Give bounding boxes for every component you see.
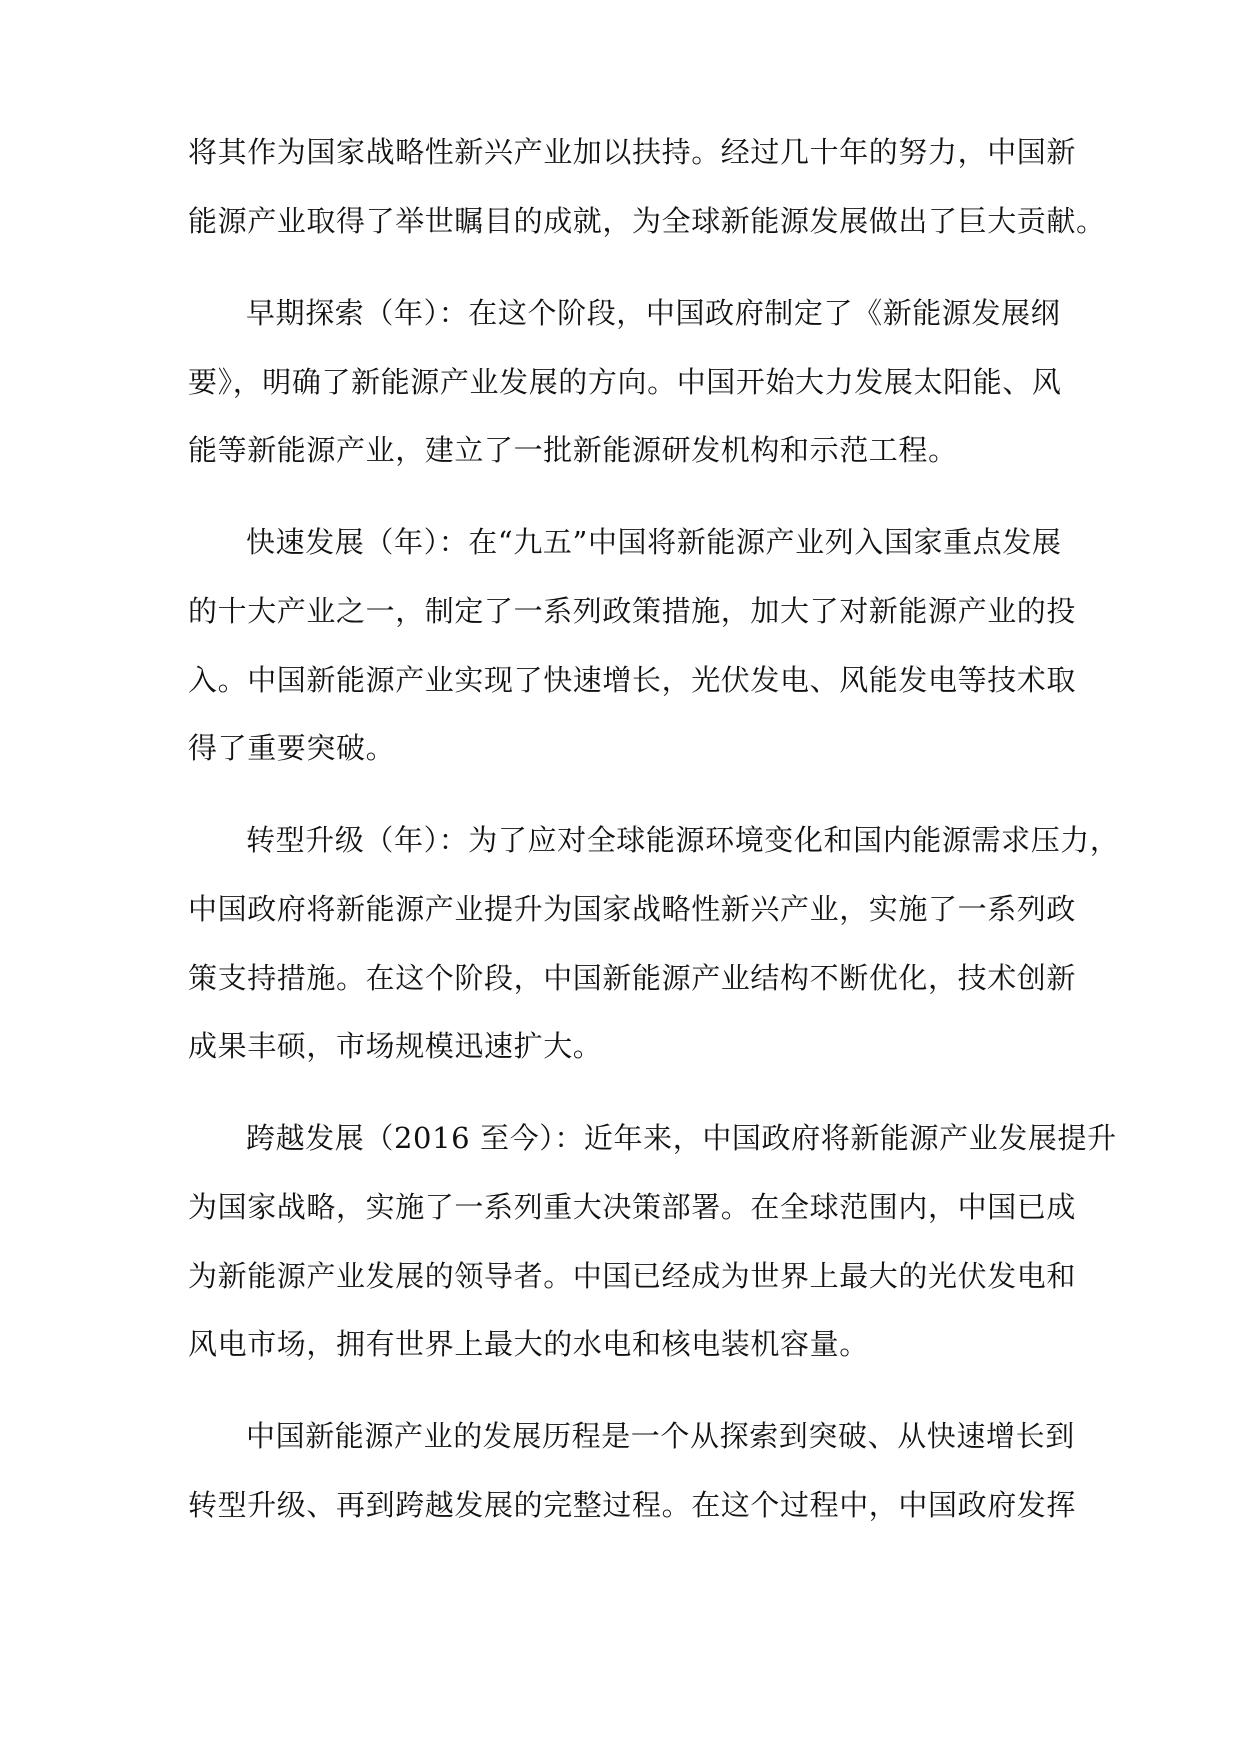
text-line: 的十大产业之一，制定了一系列政策措施，加大了对新能源产业的投 [188,594,1077,628]
paragraph-rapid-development-line: 快速发展（年）：在“九五”中国将新能源产业列入国家重点发展 [246,525,1062,559]
text-line: 要》，明确了新能源产业发展的方向。中国开始大力发展太阳能、风 [188,365,1062,399]
text-line: 中国政府将新能源产业提升为国家战略性新兴产业，实施了一系列政 [188,892,1077,926]
paragraph-leapfrog-line: 跨越发展（2016 至今）：近年来，中国政府将新能源产业发展提升 [246,1121,1117,1155]
paragraph-early-exploration-line: 早期探索（年）：在这个阶段，中国政府制定了《新能源发展纲 [246,296,1061,330]
text-line: 能源产业取得了举世瞩目的成就，为全球新能源发展做出了巨大贡献。 [188,204,1106,238]
text-line: 能等新能源产业，建立了一批新能源研发机构和示范工程。 [188,433,958,467]
text-line: 为新能源产业发展的领导者。中国已经成为世界上最大的光伏发电和 [188,1259,1077,1293]
text-line: 入。中国新能源产业实现了快速增长，光伏发电、风能发电等技术取 [188,663,1077,697]
text-line: 成果丰硕，市场规模迅速扩大。 [188,1029,603,1063]
text-line: 为国家战略，实施了一系列重大决策部署。在全球范围内，中国已成 [188,1190,1077,1224]
text-line: 风电市场，拥有世界上最大的水电和核电装机容量。 [188,1327,869,1361]
text-line: 将其作为国家战略性新兴产业加以扶持。经过几十年的努力，中国新 [188,135,1077,169]
paragraph-transformation-line: 转型升级（年）：为了应对全球能源环境变化和国内能源需求压力， [246,823,1120,857]
paragraph-summary-line: 中国新能源产业的发展历程是一个从探索到突破、从快速增长到 [246,1419,1075,1453]
text-line: 得了重要突破。 [188,731,396,765]
text-line: 策支持措施。在这个阶段，中国新能源产业结构不断优化，技术创新 [188,961,1077,995]
text-line: 转型升级、再到跨越发展的完整过程。在这个过程中，中国政府发挥 [188,1488,1077,1522]
